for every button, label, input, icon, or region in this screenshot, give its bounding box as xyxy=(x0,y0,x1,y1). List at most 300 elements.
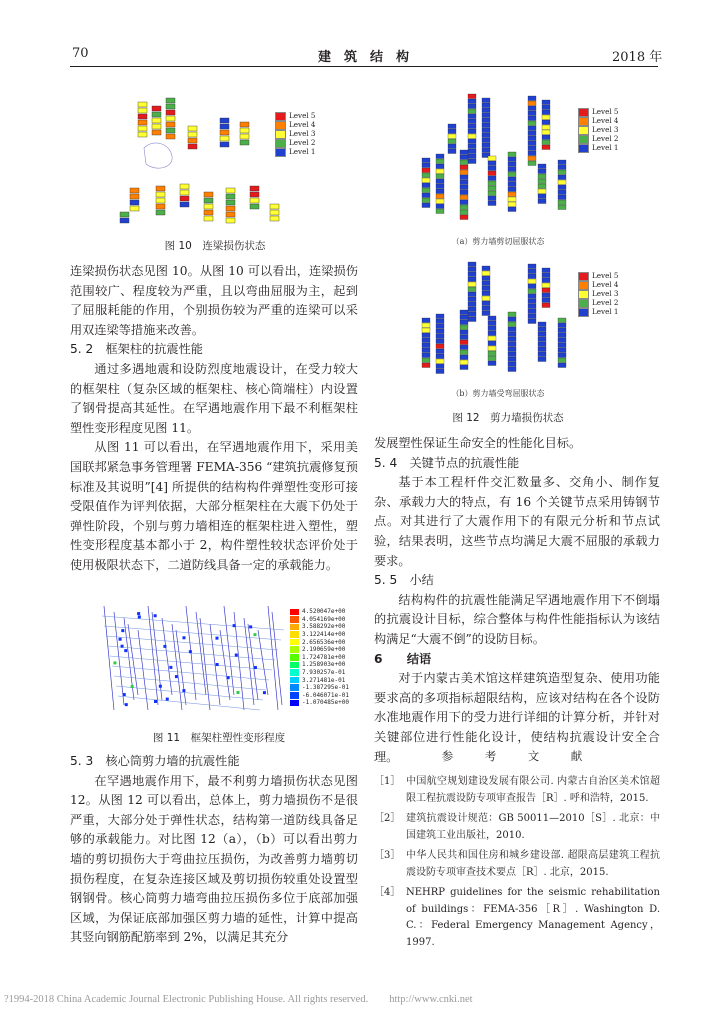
shear-wall-element xyxy=(460,195,468,200)
shear-wall-element xyxy=(482,276,490,281)
shear-wall-element xyxy=(482,143,490,148)
shear-wall-element xyxy=(482,281,490,286)
shear-wall-element xyxy=(488,356,496,361)
fig10-plot xyxy=(100,88,330,228)
fig12-caption: 图 12 剪力墙损伤状态 xyxy=(452,412,564,424)
references xyxy=(374,748,660,955)
shear-wall-element xyxy=(482,98,490,103)
shear-wall-element xyxy=(538,164,546,169)
shear-wall-element xyxy=(482,301,490,306)
coupling-beam-element xyxy=(130,200,139,205)
coupling-beam-element xyxy=(226,194,235,199)
legend-swatch xyxy=(275,148,286,157)
shear-wall-element xyxy=(482,266,490,271)
shear-wall-element xyxy=(436,189,444,194)
shear-wall-element xyxy=(460,200,468,205)
legend-label: Level 2 xyxy=(592,134,619,143)
shear-wall-element xyxy=(468,99,476,104)
shear-wall-element xyxy=(488,326,496,331)
coupling-beam-element xyxy=(188,132,197,137)
shear-wall-element xyxy=(528,136,536,141)
shear-wall-element xyxy=(468,272,476,277)
left-para-2: 通过多遇地震和设防烈度地震设计，在受力较大的框架柱（复杂区域的框架柱、核心筒端柱）内设置了钢骨提高其延性。在罕遇地震作用下最不利框架柱塑性变形程度见图 11。 xyxy=(70,361,358,435)
coupling-beam-element xyxy=(226,218,235,223)
reference-number: ［1］ xyxy=(374,776,401,787)
curved-wall-outline xyxy=(144,143,172,168)
legend-swatch xyxy=(578,290,589,299)
shear-wall-element xyxy=(422,168,430,173)
shear-wall-element xyxy=(508,187,516,192)
shear-wall-element xyxy=(508,367,516,372)
shear-wall-element xyxy=(488,336,496,341)
right-column xyxy=(374,434,660,767)
figure-12b xyxy=(408,256,660,402)
legend-swatch xyxy=(578,281,589,290)
shear-wall-element xyxy=(538,179,546,184)
coupling-beam-element xyxy=(226,206,235,211)
shear-wall-element xyxy=(508,167,516,172)
shear-wall-element xyxy=(436,329,444,334)
shear-wall-element xyxy=(436,154,444,159)
hinge-marker xyxy=(189,650,192,653)
shear-wall-element xyxy=(436,324,444,329)
legend-label: Level 1 xyxy=(592,307,619,316)
shear-wall-element xyxy=(468,104,476,109)
shear-wall-element xyxy=(488,201,496,206)
shear-wall-element xyxy=(422,158,430,163)
shear-wall-element xyxy=(528,116,536,121)
shear-wall-element xyxy=(538,184,546,189)
shear-wall-element xyxy=(468,307,476,312)
shear-wall-element xyxy=(460,340,468,345)
shear-wall-element xyxy=(460,350,468,355)
hinge-marker xyxy=(236,691,239,694)
shear-wall-element xyxy=(488,361,496,366)
shear-wall-element xyxy=(508,362,516,367)
shear-wall-element xyxy=(468,317,476,322)
coupling-beam-element xyxy=(156,198,165,203)
contour-legend-row xyxy=(290,623,349,631)
coupling-beam-element xyxy=(180,196,189,201)
reference-number: ［3］ xyxy=(374,850,401,861)
legend-label: Level 3 xyxy=(289,129,316,138)
shear-wall-element xyxy=(460,170,468,175)
shear-wall-element xyxy=(460,310,468,315)
contour-legend-row xyxy=(290,631,349,639)
shear-wall-element xyxy=(422,163,430,168)
legend-swatch xyxy=(275,130,286,139)
contour-legend-row xyxy=(290,616,349,624)
shear-wall-element xyxy=(468,292,476,297)
shear-wall-element xyxy=(436,349,444,354)
shear-wall-element xyxy=(558,180,566,185)
coupling-beam-element xyxy=(166,134,175,139)
coupling-beam-element xyxy=(204,216,213,221)
shear-wall-element xyxy=(558,170,566,175)
shear-wall-element xyxy=(422,193,430,198)
shear-wall-element xyxy=(460,325,468,330)
figure-12a xyxy=(408,84,660,250)
coupling-beam-element xyxy=(152,118,161,123)
shear-wall-element xyxy=(538,169,546,174)
coupling-beam-element xyxy=(270,210,279,215)
hinge-marker xyxy=(215,637,218,640)
shear-wall-element xyxy=(542,115,550,120)
contour-legend-swatch xyxy=(290,616,299,623)
shear-wall-element xyxy=(542,273,550,278)
contour-legend-row xyxy=(290,608,349,616)
page-number: 70 xyxy=(72,46,89,61)
shear-wall-element xyxy=(538,337,546,342)
shear-wall-element xyxy=(508,327,516,332)
shear-wall-element xyxy=(528,126,536,131)
contour-legend-value: 3.588292e+00 xyxy=(302,623,346,631)
coupling-beam-element xyxy=(220,124,229,129)
shear-wall-element xyxy=(422,178,430,183)
contour-legend-value: -6.046071e-01 xyxy=(302,691,349,699)
left-para-1: 连梁损伤状态见图 10。从图 10 可以看出，连梁损伤范围较广、程度较为严重，且以弯曲屈服为主，起到了屈服耗能的作用，个别损伤较为严重的连梁可以采用双连梁等措施来改善。 xyxy=(70,264,358,337)
shear-wall-element xyxy=(528,284,536,289)
shear-wall-element xyxy=(558,190,566,195)
frame-column xyxy=(114,612,124,705)
shear-wall-element xyxy=(558,205,566,210)
fig12a-subcaption: （a）剪力墙剪切屈服状态 xyxy=(451,237,545,246)
contour-legend-row xyxy=(290,669,349,677)
section-5-4-heading: 5. 4 关键节点的抗震性能 xyxy=(374,455,520,470)
shear-wall-element xyxy=(436,174,444,179)
shear-wall-element xyxy=(468,312,476,317)
right-para-3: 结构构件的抗震性能满足罕遇地震作用下不倒塌的抗震设计目标，综合整体与构件性能指标认为该结构满足“大震不倒”的设防目标。 xyxy=(374,592,660,646)
coupling-beam-element xyxy=(156,204,165,209)
shear-wall-element xyxy=(558,200,566,205)
shear-wall-element xyxy=(482,123,490,128)
shear-wall-element xyxy=(468,109,476,114)
shear-wall-element xyxy=(468,262,476,267)
shear-wall-element xyxy=(528,309,536,314)
shear-wall-element xyxy=(528,141,536,146)
coupling-beam-element xyxy=(240,128,249,133)
coupling-beam-element xyxy=(156,192,165,197)
shear-wall-element xyxy=(482,118,490,123)
section-6-heading: 6 结语 xyxy=(374,651,432,666)
figure-11 xyxy=(88,598,350,720)
shear-wall-element xyxy=(508,172,516,177)
coupling-beam-element xyxy=(152,124,161,129)
legend-swatch xyxy=(578,272,589,281)
shear-wall-element xyxy=(468,139,476,144)
shear-wall-element xyxy=(538,347,546,352)
hinge-marker xyxy=(233,624,236,627)
section-5-5-heading: 5. 5 小结 xyxy=(374,573,434,588)
hinge-marker xyxy=(166,698,169,701)
coupling-beam-element xyxy=(138,126,147,131)
hinge-marker xyxy=(227,676,230,679)
coupling-beam-element xyxy=(204,198,213,203)
shear-wall-element xyxy=(508,312,516,317)
contour-legend-value: -1.070485e+00 xyxy=(302,699,349,707)
coupling-beam-element xyxy=(138,114,147,119)
coupling-beam-element xyxy=(220,130,229,135)
shear-wall-element xyxy=(528,304,536,309)
contour-legend-value: 4.054169e+00 xyxy=(302,615,346,623)
legend-swatch xyxy=(578,117,589,126)
hinge-marker xyxy=(154,700,157,703)
legend-label: Level 2 xyxy=(592,298,619,307)
coupling-beam-element xyxy=(120,218,129,223)
coupling-beam-element xyxy=(180,184,189,189)
shear-wall-element xyxy=(538,352,546,357)
contour-legend-swatch xyxy=(290,669,299,676)
shear-wall-element xyxy=(460,360,468,365)
shear-wall-element xyxy=(528,299,536,304)
reference-number: ［2］ xyxy=(374,813,401,824)
coupling-beam-element xyxy=(166,116,175,121)
shear-wall-element xyxy=(542,110,550,115)
reference-number: ［4］ xyxy=(374,887,401,898)
coupling-beam-element xyxy=(166,128,175,133)
hinge-marker xyxy=(235,654,238,657)
fig12b-subcaption: （b）剪力墙受弯屈服状态 xyxy=(451,389,545,398)
shear-wall-element xyxy=(468,144,476,149)
coupling-beam-element xyxy=(226,188,235,193)
reference-item xyxy=(374,811,660,844)
shear-wall-element xyxy=(488,341,496,346)
shear-wall-element xyxy=(460,210,468,215)
legend-swatch xyxy=(578,126,589,135)
reference-item xyxy=(374,774,660,807)
hinge-marker xyxy=(121,645,124,648)
shear-wall-element xyxy=(460,205,468,210)
shear-wall-element xyxy=(488,156,496,161)
shear-wall-element xyxy=(468,129,476,134)
shear-wall-element xyxy=(542,120,550,125)
shear-wall-element xyxy=(482,306,490,311)
shear-wall-element xyxy=(528,151,536,156)
shear-wall-element xyxy=(436,319,444,324)
legend-label: Level 5 xyxy=(592,107,619,116)
contour-legend-row xyxy=(290,684,349,692)
contour-legend-value: 1.258903e+00 xyxy=(302,661,346,669)
shear-wall-element xyxy=(488,191,496,196)
shear-wall-element xyxy=(538,189,546,194)
fig11-caption: 图 11 框架柱塑性变形程度 xyxy=(152,732,286,744)
shear-wall-element xyxy=(558,328,566,333)
shear-wall-element xyxy=(436,159,444,164)
coupling-beam-element xyxy=(204,192,213,197)
shear-wall-element xyxy=(528,156,536,161)
shear-wall-element xyxy=(448,144,456,149)
shear-wall-element xyxy=(482,271,490,276)
shear-wall-element xyxy=(468,159,476,164)
shear-wall-element xyxy=(422,333,430,338)
shear-wall-element xyxy=(488,176,496,181)
shear-wall-element xyxy=(542,100,550,105)
hinge-marker xyxy=(163,645,166,648)
contour-legend-value: 2.656536e+00 xyxy=(302,638,346,646)
shear-wall-element xyxy=(436,199,444,204)
coupling-beam-element xyxy=(130,188,139,193)
contour-legend-swatch xyxy=(290,639,299,646)
contour-legend-swatch xyxy=(290,662,299,669)
contour-legend-row xyxy=(290,692,349,700)
shear-wall-element xyxy=(558,338,566,343)
shear-wall-element xyxy=(460,180,468,185)
hinge-marker xyxy=(182,636,185,639)
shear-wall-element xyxy=(528,96,536,101)
contour-legend-row xyxy=(290,638,349,646)
shear-wall-element xyxy=(448,149,456,154)
legend-swatch xyxy=(578,308,589,317)
copyright-footer: ?1994-2018 China Academic Journal Electronic Publishing House. All rights reserved. http://www.cnki.net xyxy=(4,994,473,1005)
shear-wall-element xyxy=(488,171,496,176)
shear-wall-element xyxy=(558,353,566,358)
contour-legend-swatch xyxy=(290,609,299,616)
frame-column xyxy=(224,606,234,695)
shear-wall-element xyxy=(558,348,566,353)
shear-wall-element xyxy=(528,111,536,116)
legend-label: Level 3 xyxy=(592,289,619,298)
shear-wall-element xyxy=(508,357,516,362)
shear-wall-element xyxy=(436,164,444,169)
shear-wall-element xyxy=(468,282,476,287)
reference-item xyxy=(374,885,660,951)
shear-wall-element xyxy=(558,358,566,363)
contour-legend-row xyxy=(290,654,349,662)
shear-wall-element xyxy=(558,195,566,200)
shear-wall-element xyxy=(508,347,516,352)
shear-wall-element xyxy=(538,199,546,204)
shear-wall-element xyxy=(488,331,496,336)
coupling-beam-element xyxy=(180,202,189,207)
reference-text: 中国航空规划建设发展有限公司. 内蒙古自治区美术馆超限工程抗震设防专项审查报告［R］. 呼和浩特，2015. xyxy=(406,776,660,804)
shear-wall-element xyxy=(460,155,468,160)
coupling-beam-element xyxy=(220,136,229,141)
legend-swatch xyxy=(578,144,589,153)
shear-wall-element xyxy=(482,138,490,143)
contour-legend-value: 3.122414e+00 xyxy=(302,631,346,639)
legend-swatch xyxy=(275,112,286,121)
legend-label: Level 4 xyxy=(592,116,619,125)
shear-wall-element xyxy=(436,209,444,214)
coupling-beam-element xyxy=(270,204,279,209)
coupling-beam-element xyxy=(180,190,189,195)
shear-wall-element xyxy=(528,279,536,284)
shear-wall-element xyxy=(542,105,550,110)
frame-column xyxy=(104,606,114,710)
journal-year: 2018 年 xyxy=(612,50,663,65)
shear-wall-element xyxy=(488,351,496,356)
shear-wall-element xyxy=(460,345,468,350)
fig12a-legend xyxy=(578,108,619,153)
coupling-beam-element xyxy=(204,210,213,215)
legend-label: Level 3 xyxy=(592,125,619,134)
shear-wall-element xyxy=(538,322,546,327)
section-5-2-heading: 5. 2 框架柱的抗震性能 xyxy=(70,342,203,357)
journal-title: 建 筑 结 构 xyxy=(318,50,410,65)
left-para-4: 在罕遇地震作用下，最不利剪力墙损伤状态见图 12。从图 12 可以看出，总体上，剪力墙损伤不是很严重，大部分处于弹性状态，结构第一道防线具备足够的承载能力。对比图 12（a），（b）可以看出剪力墙的剪切损伤大于弯曲拉压损伤，为改善剪力墙剪切损伤程度，在复杂连接区域及剪切损伤较重处设置型钢钢骨。核心筒剪力墙弯曲拉压损伤多位于底部加强区域，为保证底部加强区剪力墙的延性，计算中提高其竖向钢筋配筋率到 2%，以满足其充分 xyxy=(70,773,358,945)
shear-wall-element xyxy=(558,175,566,180)
shear-wall-element xyxy=(528,146,536,151)
shear-wall-element xyxy=(558,323,566,328)
shear-wall-element xyxy=(542,278,550,283)
shear-wall-element xyxy=(508,177,516,182)
shear-wall-element xyxy=(468,302,476,307)
coupling-beam-element xyxy=(250,204,259,209)
shear-wall-element xyxy=(508,332,516,337)
shear-wall-element xyxy=(538,327,546,332)
legend-label: Level 5 xyxy=(592,271,619,280)
shear-wall-element xyxy=(558,160,566,165)
shear-wall-element xyxy=(448,134,456,139)
shear-wall-element xyxy=(460,320,468,325)
hinge-marker xyxy=(113,661,116,664)
shear-wall-element xyxy=(436,169,444,174)
shear-wall-element xyxy=(488,196,496,201)
shear-wall-element xyxy=(482,128,490,133)
shear-wall-element xyxy=(468,114,476,119)
shear-wall-element xyxy=(542,283,550,288)
coupling-beam-element xyxy=(166,110,175,115)
shear-wall-element xyxy=(542,140,550,145)
contour-legend-value: -1.387295e-01 xyxy=(302,684,349,692)
shear-wall-element xyxy=(460,315,468,320)
shear-wall-element xyxy=(422,358,430,363)
legend-label: Level 1 xyxy=(289,147,316,156)
fig12b-plot xyxy=(408,256,660,386)
shear-wall-element xyxy=(528,294,536,299)
right-para-4: 对于内蒙古美术馆这样建筑造型复杂、使用功能要求高的多项指标超限结构，应该对结构在各个设防水准地震作用下的受力进行详细的计算分析，并针对关键部位进行性能化设计，使结构抗震设计安全合理。 xyxy=(374,671,660,764)
hinge-marker xyxy=(216,663,219,666)
shear-wall-element xyxy=(528,314,536,319)
shear-wall-element xyxy=(482,148,490,153)
shear-wall-element xyxy=(460,190,468,195)
coupling-beam-element xyxy=(240,134,249,139)
coupling-beam-element xyxy=(152,106,161,111)
frame-beam xyxy=(118,696,260,710)
shear-wall-element xyxy=(422,318,430,323)
shear-wall-element xyxy=(508,157,516,162)
contour-legend-value: 2.190659e+00 xyxy=(302,646,346,654)
shear-wall-element xyxy=(542,293,550,298)
hinge-marker xyxy=(169,666,172,669)
coupling-beam-element xyxy=(130,194,139,199)
legend-swatch xyxy=(578,108,589,117)
coupling-beam-element xyxy=(166,122,175,127)
shear-wall-element xyxy=(468,134,476,139)
fig10-caption: 图 10 连梁损伤状态 xyxy=(164,240,266,252)
shear-wall-element xyxy=(558,343,566,348)
shear-wall-element xyxy=(482,133,490,138)
shear-wall-element xyxy=(508,352,516,357)
shear-wall-element xyxy=(482,296,490,301)
coupling-beam-element xyxy=(138,120,147,125)
coupling-beam-element xyxy=(188,144,197,149)
coupling-beam-element xyxy=(270,216,279,221)
shear-wall-element xyxy=(436,344,444,349)
legend-swatch xyxy=(275,139,286,148)
reference-text: 建筑抗震设计规范：GB 50011—2010［S］. 北京：中国建筑工业出版社，2010. xyxy=(406,813,660,841)
coupling-beam-element xyxy=(240,122,249,127)
hinge-marker xyxy=(253,633,256,636)
coupling-beam-element xyxy=(226,200,235,205)
coupling-beam-element xyxy=(166,104,175,109)
shear-wall-element xyxy=(460,335,468,340)
shear-wall-element xyxy=(538,194,546,199)
contour-legend-swatch xyxy=(290,654,299,661)
shear-wall-element xyxy=(436,334,444,339)
coupling-beam-element xyxy=(250,198,259,203)
hinge-marker xyxy=(138,615,141,618)
